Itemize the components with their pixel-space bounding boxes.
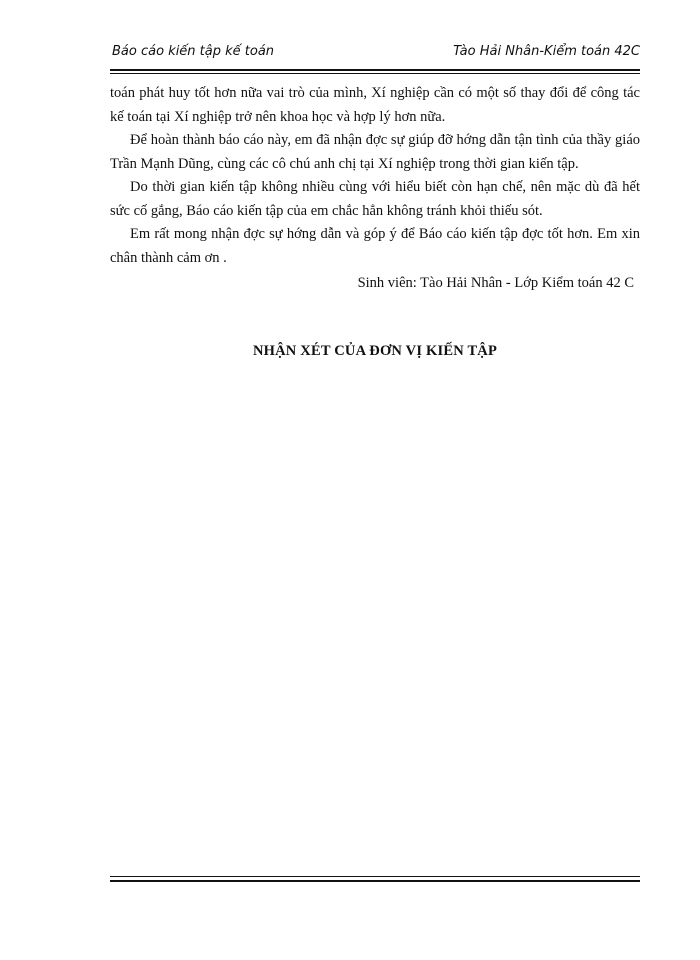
header-rule-thick — [110, 69, 640, 71]
section-title: NHẬN XÉT CỦA ĐƠN VỊ KIẾN TẬP — [252, 343, 498, 359]
paragraph-4: Em rất mong nhận đợc sự hớng dẫn và góp ý để Báo cáo kiến tập đợc tốt hơn. Em xin chân thành cảm ơn . — [110, 226, 640, 266]
page-header — [110, 40, 640, 70]
signature-line: Sinh viên: Tào Hải Nhân - Lớp Kiểm toán 42 C — [357, 275, 634, 291]
paragraph-3: Do thời gian kiến tập không nhiều cùng với hiểu biết còn hạn chế, nên mặc dù đã hết sức cố gắng, Báo cáo kiến tập của em chắc hẳn không tránh khỏi thiếu sót. — [110, 179, 640, 219]
paragraph-2: Để hoàn thành báo cáo này, em đã nhận đợc sự giúp đỡ hớng dẫn tận tình của thầy giáo Trần Mạnh Dũng, cùng các cô chú anh chị tại Xí nghiệp trong thời gian kiến tập. — [110, 132, 640, 172]
body-text — [110, 82, 640, 296]
footer-rule-thick — [110, 880, 640, 882]
footer-rule-thin — [110, 876, 640, 877]
header-rule-thin — [110, 73, 640, 74]
header-author: Tào Hải Nhân-Kiểm toán 42C — [453, 44, 640, 59]
paragraph-1: toán phát huy tốt hơn nữa vai trò của mình, Xí nghiệp cần có một số thay đổi để công tác kế toán tại Xí nghiệp trở nên khoa học và hợp lý hơn nữa. — [110, 85, 640, 125]
header-report-title: Báo cáo kiến tập kế toán — [112, 44, 275, 59]
